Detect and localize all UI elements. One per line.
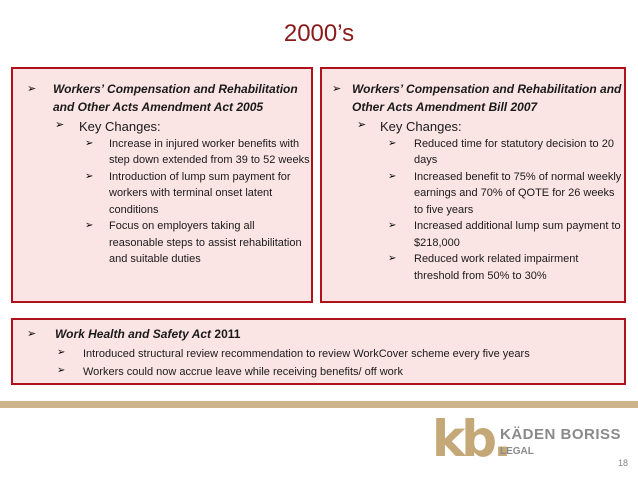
right-heading: ➢ Workers’ Compensation and Rehabilitation and Other Acts Amendment Bill 2007 xyxy=(332,82,622,114)
left-content-box xyxy=(11,67,313,303)
bullet-arrow-icon: ➢ xyxy=(332,82,342,95)
bullet-arrow-icon: ➢ xyxy=(85,220,94,232)
logo-name: KÄDEN BORISS xyxy=(500,426,622,443)
left-subheading: ➢ Key Changes: xyxy=(55,117,161,134)
left-point: ➢ Introduction of lump sum payment for workers with terminal onset latent conditions xyxy=(85,170,291,216)
bullet-arrow-icon: ➢ xyxy=(57,365,66,377)
left-point: ➢ Focus on employers taking all reasonable steps to assist rehabilitation and suitable duties xyxy=(85,220,302,266)
bullet-arrow-icon: ➢ xyxy=(388,170,397,182)
company-logo xyxy=(430,412,630,472)
bullet-arrow-icon: ➢ xyxy=(388,137,397,149)
right-subheading: ➢ Key Changes: xyxy=(357,117,462,134)
bullet-arrow-icon: ➢ xyxy=(55,117,65,131)
right-point: ➢ Reduced work related impairment threshold from 50% to 30% xyxy=(388,253,579,282)
bottom-heading: ➢ Work Health and Safety Act 2011 xyxy=(27,327,241,341)
bullet-arrow-icon: ➢ xyxy=(85,170,94,182)
bullet-arrow-icon: ➢ xyxy=(85,137,94,149)
left-heading: ➢ Workers’ Compensation and Rehabilitation and Other Acts Amendment Act 2005 xyxy=(27,82,298,114)
bullet-arrow-icon: ➢ xyxy=(388,253,397,265)
bullet-arrow-icon: ➢ xyxy=(27,327,37,340)
bottom-point: ➢ Workers could now accrue leave while receiving benefits/ off work xyxy=(57,365,403,379)
bullet-arrow-icon: ➢ xyxy=(57,346,66,358)
footer-divider xyxy=(0,401,638,408)
left-point: ➢ Increase in injured worker benefits with step down extended from 39 to 52 weeks xyxy=(85,137,310,167)
right-point: ➢ Increased benefit to 75% of normal weekly earnings and 70% of QOTE for 26 weeks to five years xyxy=(388,170,622,216)
right-content-box xyxy=(320,67,626,303)
bullet-arrow-icon: ➢ xyxy=(388,220,397,232)
slide-title: 2000’s xyxy=(283,20,355,47)
right-point: ➢ Reduced time for statutory decision to 20 days xyxy=(388,137,614,167)
bullet-arrow-icon: ➢ xyxy=(357,117,367,131)
bullet-arrow-icon: ➢ xyxy=(27,82,37,95)
bottom-point: ➢ Introduced structural review recommendation to review WorkCover scheme every five years xyxy=(57,346,530,360)
right-point: ➢ Increased additional lump sum payment to $218,000 xyxy=(388,220,621,249)
logo-mark-icon: kb. xyxy=(432,410,509,468)
logo-subtitle: LEGAL xyxy=(500,446,534,457)
bottom-content-box xyxy=(11,318,626,385)
page-number: 18 xyxy=(617,458,628,468)
